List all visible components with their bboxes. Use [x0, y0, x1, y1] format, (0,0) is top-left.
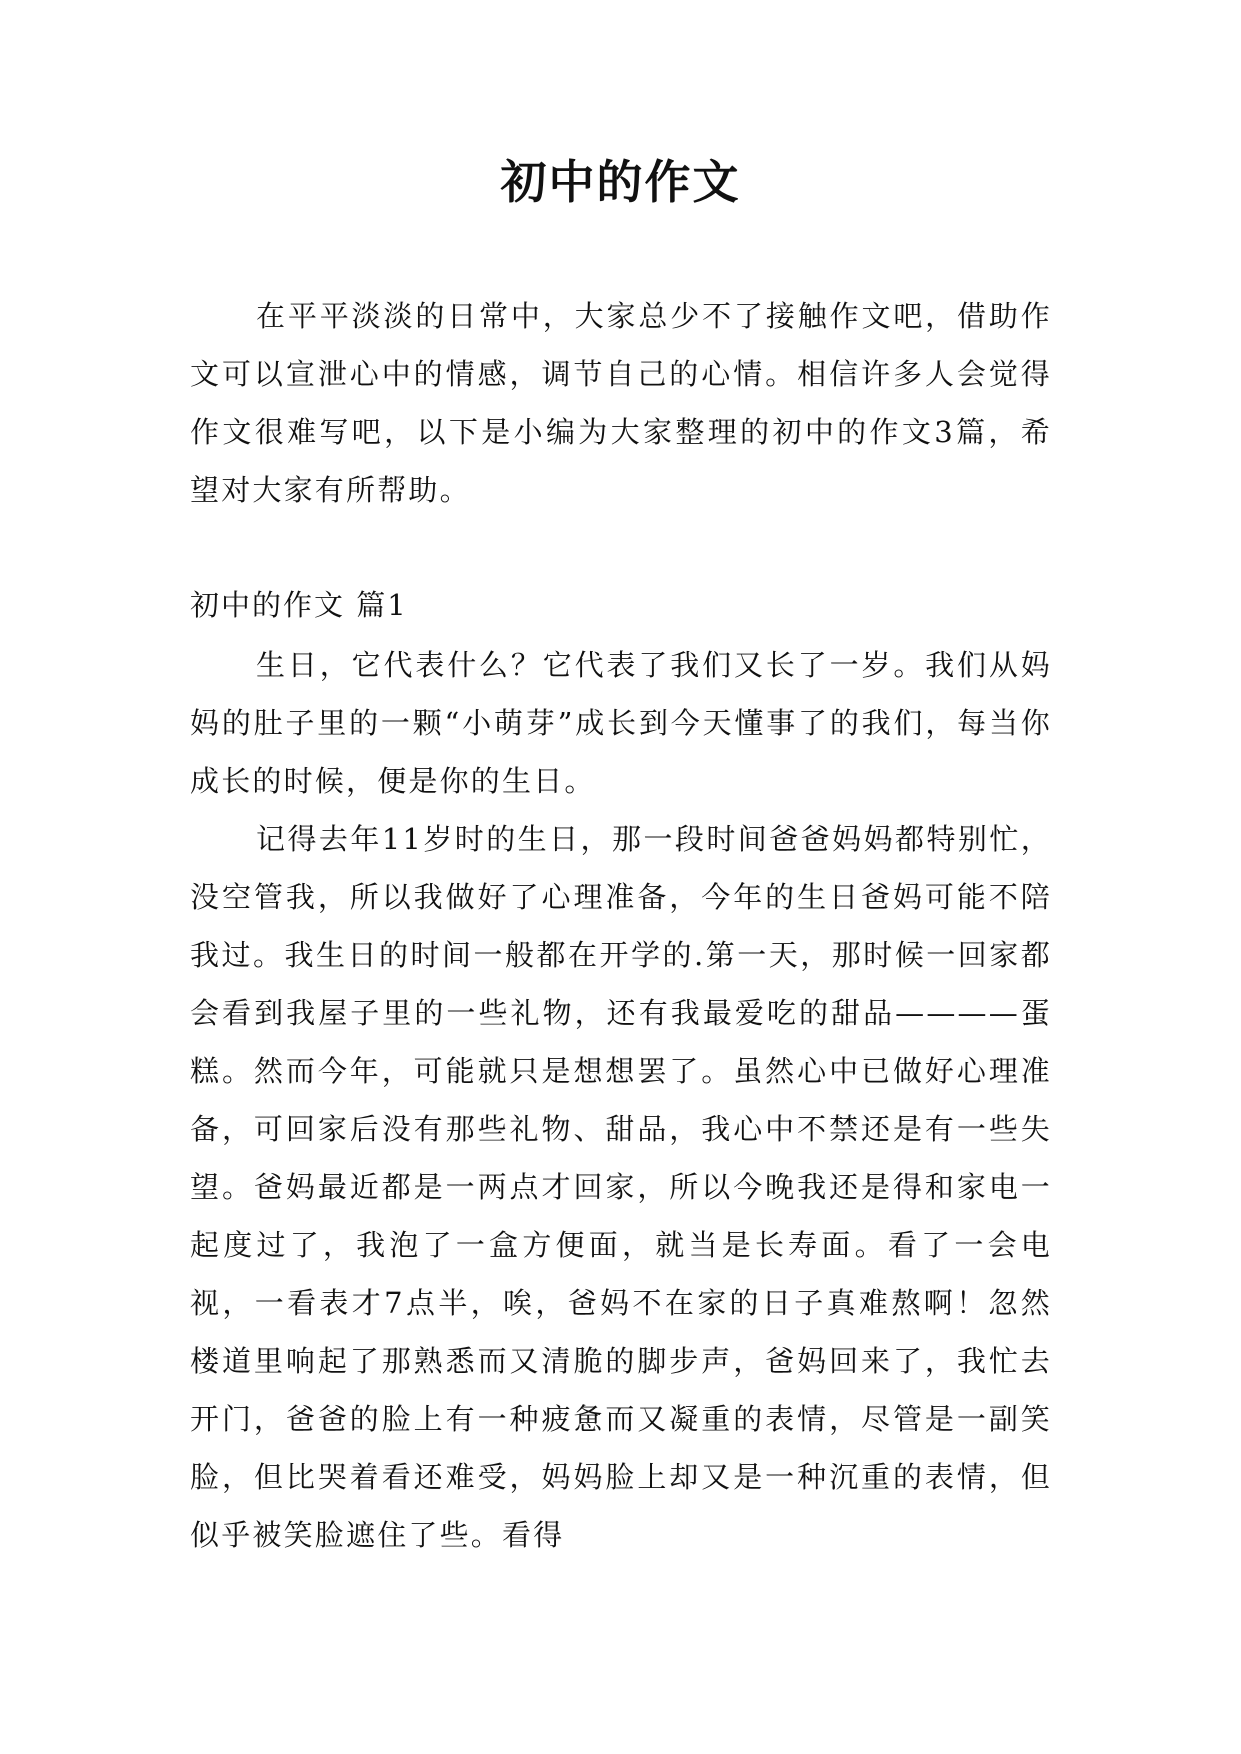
body-paragraph-1: 生日，它代表什么？它代表了我们又长了一岁。我们从妈妈的肚子里的一颗“小萌芽”成长到今天懂事了的我们，每当你成长的时候，便是你的生日。 [190, 648, 1052, 798]
section-heading: 初中的作文 篇1 [190, 588, 408, 622]
intro-paragraph: 在平平淡淡的日常中，大家总少不了接触作文吧，借助作文可以宣泄心中的情感，调节自己的心情。相信许多人会觉得作文很难写吧，以下是小编为大家整理的初中的作文3篇，希望对大家有所帮助。 [190, 299, 1052, 507]
body-paragraph-2: 记得去年11岁时的生日，那一段时间爸爸妈妈都特别忙，没空管我，所以我做好了心理准备，今年的生日爸妈可能不陪我过。我生日的时间一般都在开学的.第一天，那时候一回家都会看到我屋子里的一些礼物，还有我最爱吃的甜品————蛋糕。然而今年，可能就只是想想罢了。虽然心中已做好心理准备，可回家后没有那些礼物、甜品，我心中不禁还是有一些失望。爸妈最近都是一两点才回家，所以今晚我还是得和家电一起度过了，我泡了一盒方便面，就当是长寿面。看了一会电视，一看表才7点半，唉，爸妈不在家的日子真难熬啊！忽然楼道里响起了那熟悉而又清脆的脚步声，爸妈回来了，我忙去开门，爸爸的脸上有一种疲惫而又凝重的表情，尽管是一副笑脸，但比哭着看还难受，妈妈脸上却又是一种沉重的表情，但似乎被笑脸遮住了些。看得 [190, 822, 1052, 1552]
document-title: 初中的作文 [500, 155, 741, 209]
